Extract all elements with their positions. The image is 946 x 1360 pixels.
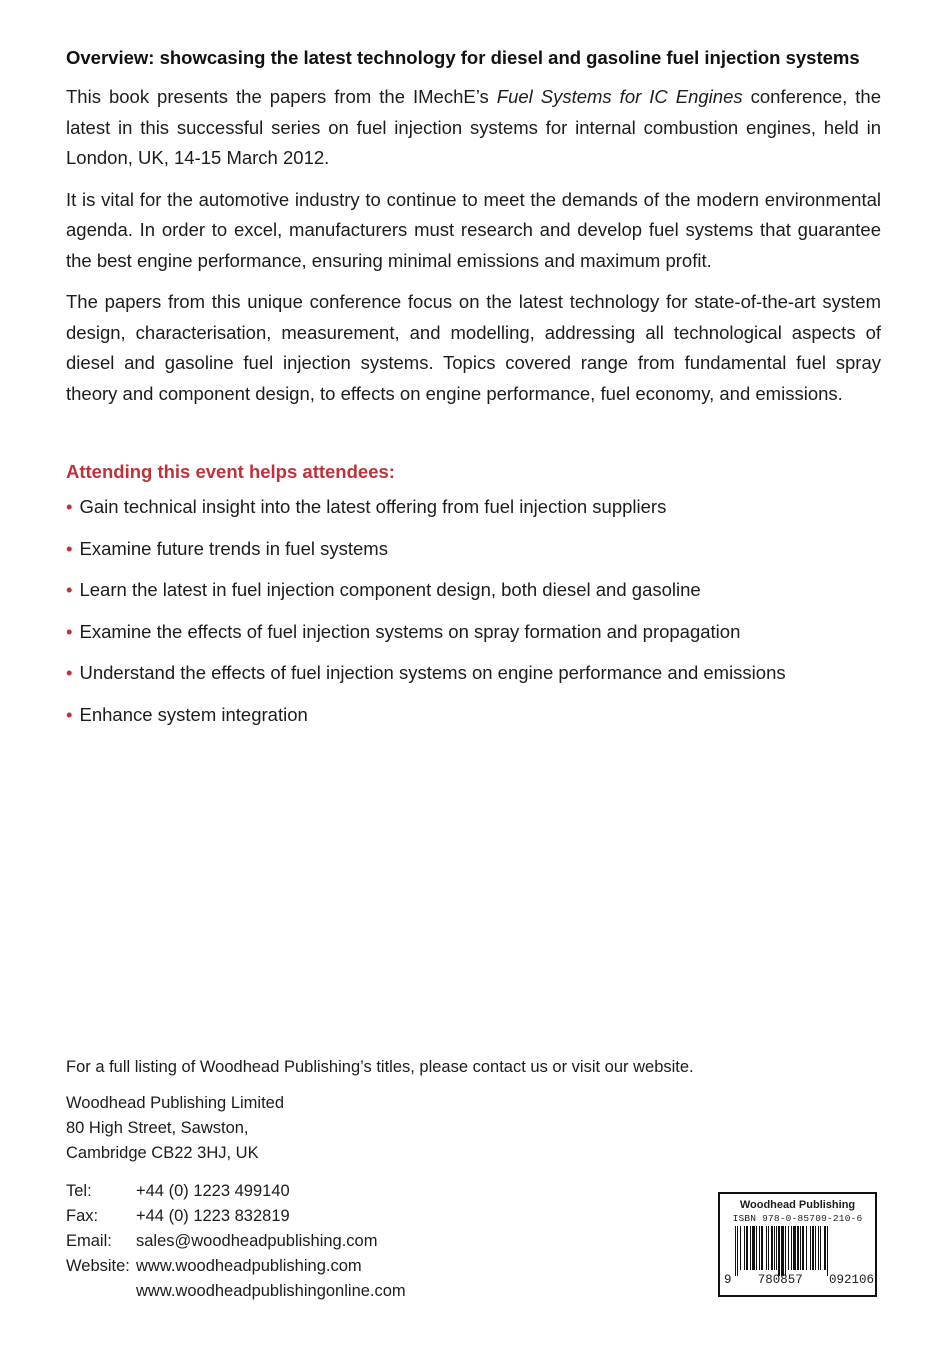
barcode-bar — [776, 1226, 777, 1270]
barcode-bar — [820, 1226, 821, 1270]
barcode-bar — [788, 1226, 789, 1270]
fax-value: +44 (0) 1223 832819 — [136, 1207, 290, 1225]
barcode-bar — [766, 1226, 767, 1270]
barcode-bar — [744, 1226, 745, 1270]
publisher-address — [66, 1091, 726, 1166]
bullet-icon: • — [66, 537, 73, 559]
barcode-digits-left: 780857 — [757, 1273, 803, 1287]
list-item — [66, 619, 881, 645]
barcode-bar — [785, 1226, 786, 1276]
barcode-bar — [800, 1226, 801, 1270]
barcode-digits — [724, 1273, 874, 1287]
list-item-text: Learn the latest in fuel injection component design, both diesel and gasoline — [79, 579, 701, 600]
barcode-bar — [802, 1226, 804, 1270]
bullet-icon: • — [66, 579, 73, 600]
bullet-icon: • — [66, 662, 73, 683]
barcode-bar — [735, 1226, 736, 1276]
list-item — [66, 702, 881, 728]
barcode-bar — [818, 1226, 819, 1270]
barcode-bar — [768, 1226, 769, 1270]
barcode-bar — [812, 1226, 814, 1270]
email-value: sales@woodheadpublishing.com — [136, 1232, 378, 1250]
contact-label — [66, 1279, 136, 1304]
barcode-bar — [752, 1226, 755, 1270]
list-item-text: Gain technical insight into the latest offering from fuel injection suppliers — [79, 496, 667, 517]
overview-paragraph-2: It is vital for the automotive industry to continue to meet the demands of the modern environmental agenda. In order to excel, manufacturers must research and develop fuel systems that guarantee the best engine performance, ensuring minimal emissions and maximum profit. — [66, 188, 881, 271]
list-item-text: Examine future trends in fuel systems — [79, 537, 388, 559]
contact-row-email — [66, 1229, 726, 1254]
contact-details — [66, 1179, 726, 1304]
barcode-bar — [781, 1226, 784, 1276]
contact-label: Website: — [66, 1257, 130, 1275]
bullet-icon: • — [66, 703, 73, 725]
barcode-bar — [774, 1226, 775, 1270]
contact-row-tel — [66, 1179, 726, 1204]
barcode-bar — [761, 1226, 763, 1270]
barcode-bar — [737, 1226, 738, 1276]
publisher-footer — [66, 1054, 726, 1304]
contact-label: Fax: — [66, 1207, 99, 1225]
barcode-bar — [759, 1226, 760, 1270]
bullet-icon: • — [66, 620, 73, 642]
attending-heading: Attending this event helps attendees: — [66, 461, 395, 482]
barcode-publisher: Woodhead Publishing — [739, 1199, 856, 1211]
barcode-bars-icon — [720, 1226, 875, 1276]
barcode-bar — [750, 1226, 751, 1270]
overview-paragraph-1 — [66, 82, 881, 174]
list-item-text: Enhance system integration — [79, 703, 308, 725]
address-line: Woodhead Publishing Limited — [66, 1094, 285, 1112]
overview-heading: Overview: showcasing the latest technology for diesel and gasoline fuel injection systems — [66, 47, 860, 68]
list-item — [66, 494, 881, 520]
bullet-icon: • — [66, 496, 73, 517]
list-item-text: Examine the effects of fuel injection systems on spray formation and propagation — [79, 620, 741, 642]
list-item — [66, 536, 881, 562]
barcode-bar — [746, 1226, 748, 1270]
barcode-bar — [793, 1226, 796, 1270]
website-value: www.woodheadpublishing.com — [136, 1257, 362, 1275]
address-line: Cambridge CB22 3HJ, UK — [66, 1144, 259, 1162]
contact-row-website-2 — [66, 1279, 726, 1304]
barcode-digit-first: 9 — [724, 1273, 732, 1287]
overview-paragraph-3: The papers from this unique conference focus on the latest technology for state-of-the-art system design, characterisation, measurement, and modelling, addressing all technological aspects of diesel and gasoline fuel injection systems. Topics covered range from fundamental fuel spray theory and component design, to effects on engine performance, fuel economy, and emissions. — [66, 291, 881, 404]
barcode-bar — [791, 1226, 792, 1270]
contact-label: Tel: — [66, 1182, 92, 1200]
list-item — [66, 577, 881, 603]
para1-text-end: conference, the latest in this successful series on fuel injection systems for internal combustion engines, held in London, UK, 14-15 March 2012. — [66, 86, 882, 168]
barcode-bar — [771, 1226, 773, 1270]
listing-note: For a full listing of Woodhead Publishing’s titles, please contact us or visit our website. — [66, 1058, 694, 1076]
list-item — [66, 660, 881, 686]
list-item-text: Understand the effects of fuel injection systems on engine performance and emissions — [79, 662, 786, 683]
barcode-bar — [740, 1226, 741, 1270]
contact-row-website — [66, 1254, 726, 1279]
address-line: 80 High Street, Sawston, — [66, 1119, 249, 1137]
barcode-bar — [806, 1226, 807, 1270]
tel-value: +44 (0) 1223 499140 — [136, 1182, 290, 1200]
barcode-bar — [815, 1226, 816, 1270]
barcode-isbn: ISBN 978-0-85709-210-6 — [732, 1213, 863, 1224]
website-value: www.woodheadpublishingonline.com — [136, 1282, 406, 1300]
conference-title: Fuel Systems for IC Engines — [496, 86, 743, 107]
contact-row-fax — [66, 1204, 726, 1229]
contact-label: Email: — [66, 1232, 112, 1250]
barcode-bar — [778, 1226, 780, 1276]
barcode-bar — [756, 1226, 757, 1270]
barcode-bar — [827, 1226, 828, 1276]
isbn-barcode — [718, 1192, 877, 1297]
barcode-bar — [824, 1226, 826, 1270]
barcode-bar — [797, 1226, 799, 1270]
back-cover-content — [66, 44, 881, 743]
barcode-digits-right: 092106 — [828, 1273, 874, 1287]
benefits-list — [66, 494, 881, 728]
barcode-bar — [810, 1226, 811, 1270]
para1-text-start: This book presents the papers from the IMechE’s — [66, 86, 497, 107]
